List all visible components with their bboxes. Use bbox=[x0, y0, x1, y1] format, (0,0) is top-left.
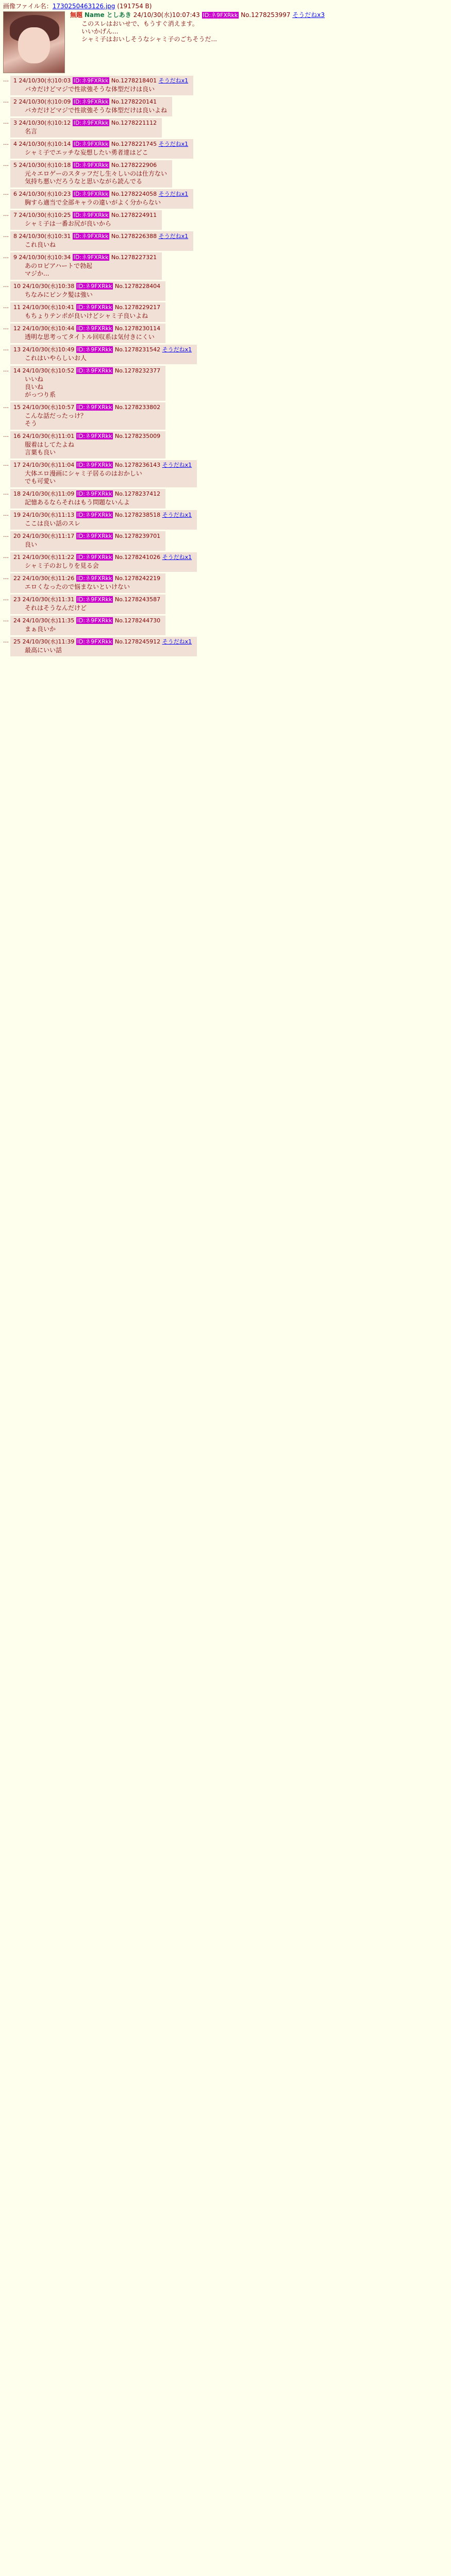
reply-index: 2 bbox=[13, 98, 17, 105]
reply-message bbox=[13, 412, 160, 428]
reply-line: エロくなったので悩まないといけない bbox=[25, 583, 130, 590]
reply-index: 20 bbox=[13, 533, 21, 539]
reply-line: 記憶あるならそれはもう問題ないんよ bbox=[25, 499, 130, 506]
reply-line: バカだけどマジで性欲強そうな体型だけは良い bbox=[25, 86, 155, 93]
reply-post bbox=[10, 302, 165, 322]
op-body bbox=[65, 11, 325, 73]
reply-meta bbox=[13, 98, 167, 106]
reply-id-tag[interactable]: ID:ネ9FXRkk bbox=[77, 617, 112, 624]
reply-line: 最高にいい話 bbox=[25, 647, 62, 654]
reply-line: まぁ良いか bbox=[25, 625, 56, 633]
reply-index: 3 bbox=[13, 120, 17, 126]
reply-index: 22 bbox=[13, 575, 21, 582]
reply-row bbox=[0, 345, 451, 364]
reply-line: ちなみにピンク髪は強い bbox=[25, 291, 93, 298]
reply-indent: … bbox=[3, 118, 9, 125]
reply-number[interactable]: No.1278237412 bbox=[114, 490, 161, 497]
reply-row bbox=[0, 531, 451, 551]
reply-meta bbox=[13, 553, 192, 561]
reply-id-tag[interactable]: ID:ネ9FXRkk bbox=[73, 120, 109, 126]
reply-index: 1 bbox=[13, 77, 17, 84]
reply-meta bbox=[13, 596, 160, 603]
reply-number[interactable]: No.1278232377 bbox=[114, 367, 161, 374]
reply-row bbox=[0, 402, 451, 430]
reply-row bbox=[0, 324, 451, 343]
reply-indent: … bbox=[3, 211, 9, 217]
reply-id-tag[interactable]: ID:ネ9FXRkk bbox=[73, 141, 109, 147]
reply-message bbox=[13, 86, 188, 93]
reply-index: 11 bbox=[13, 304, 21, 311]
reply-post bbox=[10, 573, 165, 593]
reply-date: 24/10/30(水)10:18 bbox=[19, 162, 71, 168]
reply-indent: … bbox=[3, 511, 9, 517]
reply-index: 5 bbox=[13, 162, 17, 168]
op-id-tag[interactable]: ID:ネ9FXRkk bbox=[203, 12, 238, 19]
reply-message bbox=[13, 562, 192, 570]
reply-sod-link[interactable]: そうだねx1 bbox=[158, 191, 189, 197]
reply-message bbox=[13, 376, 160, 399]
op-sod-link[interactable]: そうだねx3 bbox=[292, 11, 325, 19]
reply-indent: … bbox=[3, 616, 9, 623]
reply-number[interactable]: No.1278231542 bbox=[114, 346, 161, 353]
reply-indent: … bbox=[3, 432, 9, 438]
reply-post bbox=[10, 281, 165, 301]
reply-sod-link[interactable]: そうだねx1 bbox=[162, 638, 192, 645]
reply-row bbox=[0, 637, 451, 656]
reply-id-tag[interactable]: ID:ネ9FXRkk bbox=[77, 554, 112, 561]
reply-index: 14 bbox=[13, 367, 21, 374]
reply-line: 名言 bbox=[25, 128, 38, 135]
reply-message bbox=[13, 220, 157, 228]
reply-index: 16 bbox=[13, 433, 21, 439]
reply-number[interactable]: No.1278235009 bbox=[114, 433, 161, 439]
reply-line: 服着はしてたよね bbox=[25, 441, 75, 448]
reply-message bbox=[13, 128, 157, 135]
reply-indent: … bbox=[3, 282, 9, 289]
reply-meta bbox=[13, 617, 160, 624]
reply-id-tag[interactable]: ID:ネ9FXRkk bbox=[77, 512, 112, 518]
reply-date: 24/10/30(水)11:26 bbox=[22, 575, 75, 582]
reply-number[interactable]: No.1278218401 bbox=[111, 77, 157, 84]
reply-row bbox=[0, 460, 451, 487]
reply-sod-link[interactable]: そうだねx1 bbox=[158, 233, 189, 240]
reply-id-tag[interactable]: ID:ネ9FXRkk bbox=[73, 254, 109, 261]
reply-number[interactable]: No.1278238518 bbox=[114, 512, 161, 518]
reply-indent: … bbox=[3, 595, 9, 602]
reply-post bbox=[10, 324, 165, 343]
reply-line: これ良いね bbox=[25, 241, 56, 248]
op-line: シャミ子はおいしそうなシャミ子のごちそうだ... bbox=[81, 36, 217, 43]
reply-indent: … bbox=[3, 161, 9, 167]
reply-indent: … bbox=[3, 489, 9, 496]
reply-number[interactable]: No.1278241026 bbox=[114, 554, 161, 561]
reply-date: 24/10/30(水)10:09 bbox=[19, 98, 71, 105]
reply-row bbox=[0, 302, 451, 322]
reply-date: 24/10/30(水)10:12 bbox=[19, 120, 71, 126]
reply-index: 18 bbox=[13, 490, 21, 497]
reply-indent: … bbox=[3, 76, 9, 83]
reply-index: 15 bbox=[13, 404, 21, 411]
reply-index: 24 bbox=[13, 617, 21, 624]
reply-date: 24/10/30(水)11:31 bbox=[22, 596, 75, 603]
op-message bbox=[70, 20, 325, 43]
reply-date: 24/10/30(水)10:03 bbox=[19, 77, 71, 84]
reply-post bbox=[10, 552, 197, 572]
reply-number[interactable]: No.1278239701 bbox=[114, 533, 161, 539]
reply-line: いいね bbox=[25, 376, 44, 383]
face-shape bbox=[18, 27, 50, 63]
reply-date: 24/10/30(水)10:31 bbox=[19, 233, 71, 240]
reply-indent: … bbox=[3, 345, 9, 352]
reply-id-tag[interactable]: ID:ネ9FXRkk bbox=[77, 283, 112, 290]
reply-list bbox=[0, 76, 451, 656]
reply-post bbox=[10, 366, 165, 401]
reply-date: 24/10/30(水)10:34 bbox=[19, 254, 71, 261]
reply-line: 良い bbox=[25, 541, 38, 548]
reply-indent: … bbox=[3, 532, 9, 538]
reply-post bbox=[10, 531, 165, 551]
reply-index: 21 bbox=[13, 554, 21, 561]
reply-row bbox=[0, 573, 451, 593]
op-line: いいかげん... bbox=[81, 28, 119, 35]
file-size: (191754 B) bbox=[117, 3, 152, 10]
reply-id-tag[interactable]: ID:ネ9FXRkk bbox=[77, 462, 112, 468]
reply-meta bbox=[13, 403, 160, 411]
reply-indent: … bbox=[3, 366, 9, 373]
reply-id-tag[interactable]: ID:ネ9FXRkk bbox=[77, 490, 112, 497]
reply-line: ここは良い話のスレ bbox=[25, 520, 81, 527]
thread-header bbox=[0, 0, 451, 11]
reply-meta bbox=[13, 119, 157, 127]
reply-row bbox=[0, 431, 451, 459]
reply-number[interactable]: No.1278222906 bbox=[111, 162, 157, 168]
reply-index: 17 bbox=[13, 462, 21, 468]
reply-meta bbox=[13, 461, 192, 469]
reply-meta bbox=[13, 511, 192, 519]
reply-date: 24/10/30(水)11:01 bbox=[22, 433, 75, 439]
op-name: Name としあき bbox=[84, 11, 131, 19]
reply-row bbox=[0, 139, 451, 159]
reply-indent: … bbox=[3, 140, 9, 146]
reply-id-tag[interactable]: ID:ネ9FXRkk bbox=[77, 325, 112, 332]
reply-meta bbox=[13, 232, 188, 240]
reply-row bbox=[0, 510, 451, 530]
reply-message bbox=[13, 604, 160, 612]
reply-id-tag[interactable]: ID:ネ9FXRkk bbox=[73, 191, 109, 197]
reply-meta bbox=[13, 325, 160, 332]
reply-row bbox=[0, 189, 451, 209]
op-number[interactable]: No.1278253997 bbox=[241, 11, 291, 19]
reply-message bbox=[13, 441, 160, 456]
reply-index: 8 bbox=[13, 233, 17, 240]
reply-number[interactable]: No.1278236143 bbox=[114, 462, 161, 468]
reply-meta bbox=[13, 282, 160, 290]
reply-post bbox=[10, 160, 172, 188]
reply-indent: … bbox=[3, 324, 9, 331]
reply-sod-link[interactable]: そうだねx1 bbox=[162, 554, 192, 561]
reply-line: 胸すら適当で全部キャラの違いがよく分からない bbox=[25, 199, 161, 206]
file-link[interactable]: 1730250463126.jpg bbox=[52, 3, 115, 10]
reply-post bbox=[10, 489, 165, 509]
reply-id-tag[interactable]: ID:ネ9FXRkk bbox=[73, 162, 109, 168]
reply-line: 気持ち悪いだろうなと思いながら読んでる bbox=[25, 178, 143, 185]
reply-id-tag[interactable]: ID:ネ9FXRkk bbox=[73, 212, 109, 218]
reply-indent: … bbox=[3, 97, 9, 104]
reply-indent: … bbox=[3, 253, 9, 260]
reply-line: 言葉も良い bbox=[25, 449, 56, 456]
reply-meta bbox=[13, 432, 160, 440]
reply-row bbox=[0, 552, 451, 572]
op-post bbox=[0, 11, 451, 73]
reply-line: そう bbox=[25, 420, 38, 427]
reply-line: バカだけどマジで性欲強そうな体型だけは良いよね bbox=[25, 107, 168, 114]
reply-post bbox=[10, 431, 165, 459]
reply-row bbox=[0, 231, 451, 251]
reply-row bbox=[0, 281, 451, 301]
reply-post bbox=[10, 118, 162, 138]
reply-line: もちょりテンポが良いけどシャミ子良いよね bbox=[25, 312, 148, 319]
reply-message bbox=[13, 520, 192, 528]
reply-meta bbox=[13, 77, 188, 84]
reply-id-tag[interactable]: ID:ネ9FXRkk bbox=[77, 575, 112, 582]
reply-sod-link[interactable]: そうだねx1 bbox=[162, 512, 192, 518]
reply-post bbox=[10, 460, 197, 487]
reply-line: シャミ子は一番お尻が良いから bbox=[25, 220, 111, 227]
reply-message bbox=[13, 241, 188, 249]
reply-message bbox=[13, 262, 157, 278]
reply-message bbox=[13, 107, 167, 114]
reply-indent: … bbox=[3, 403, 9, 410]
reply-number[interactable]: No.1278228404 bbox=[114, 283, 161, 290]
reply-id-tag[interactable]: ID:ネ9FXRkk bbox=[77, 346, 112, 353]
reply-id-tag[interactable]: ID:ネ9FXRkk bbox=[77, 304, 112, 311]
reply-id-tag[interactable]: ID:ネ9FXRkk bbox=[77, 533, 112, 539]
reply-number[interactable]: No.1278221112 bbox=[111, 120, 157, 126]
reply-row bbox=[0, 489, 451, 509]
reply-post bbox=[10, 616, 165, 635]
reply-date: 24/10/30(水)10:25 bbox=[19, 212, 71, 218]
op-subject: 無題 bbox=[70, 11, 83, 19]
reply-date: 24/10/30(水)10:38 bbox=[22, 283, 75, 290]
reply-line: 良いね bbox=[25, 383, 44, 391]
reply-post bbox=[10, 402, 165, 430]
reply-number[interactable]: No.1278226388 bbox=[111, 233, 157, 240]
reply-line: あのロピアハートで勃起 bbox=[25, 262, 93, 269]
reply-post bbox=[10, 76, 193, 95]
reply-post bbox=[10, 637, 197, 656]
reply-message bbox=[13, 541, 160, 549]
reply-date: 24/10/30(水)10:41 bbox=[22, 304, 75, 311]
reply-line: でも可愛い bbox=[25, 478, 56, 485]
reply-message bbox=[13, 312, 160, 320]
reply-indent: … bbox=[3, 637, 9, 644]
reply-date: 24/10/30(水)11:04 bbox=[22, 462, 75, 468]
reply-meta bbox=[13, 490, 160, 498]
reply-id-tag[interactable]: ID:ネ9FXRkk bbox=[73, 98, 109, 105]
reply-id-tag[interactable]: ID:ネ9FXRkk bbox=[73, 233, 109, 240]
reply-index: 19 bbox=[13, 512, 21, 518]
reply-sod-link[interactable]: そうだねx1 bbox=[162, 346, 192, 353]
reply-row bbox=[0, 616, 451, 635]
reply-indent: … bbox=[3, 574, 9, 581]
reply-meta bbox=[13, 190, 188, 198]
reply-message bbox=[13, 199, 188, 207]
reply-date: 24/10/30(水)11:22 bbox=[22, 554, 75, 561]
reply-id-tag[interactable]: ID:ネ9FXRkk bbox=[77, 433, 112, 439]
reply-date: 24/10/30(水)10:57 bbox=[22, 404, 75, 411]
reply-row bbox=[0, 252, 451, 280]
reply-index: 9 bbox=[13, 254, 17, 261]
reply-message bbox=[13, 583, 160, 591]
reply-meta bbox=[13, 532, 160, 540]
reply-date: 24/10/30(水)10:23 bbox=[19, 191, 71, 197]
reply-id-tag[interactable]: ID:ネ9FXRkk bbox=[77, 367, 112, 374]
reply-number[interactable]: No.1278224911 bbox=[111, 212, 157, 218]
reply-message bbox=[13, 647, 192, 654]
reply-meta bbox=[13, 140, 188, 148]
reply-row bbox=[0, 160, 451, 188]
reply-date: 24/10/30(水)11:35 bbox=[22, 617, 75, 624]
reply-number[interactable]: No.1278227321 bbox=[111, 254, 157, 261]
reply-row bbox=[0, 595, 451, 614]
reply-meta bbox=[13, 253, 157, 261]
reply-index: 12 bbox=[13, 325, 21, 332]
reply-number[interactable]: No.1278242219 bbox=[114, 575, 161, 582]
reply-message bbox=[13, 625, 160, 633]
reply-post bbox=[10, 231, 193, 251]
reply-meta bbox=[13, 161, 167, 169]
reply-number[interactable]: No.1278233802 bbox=[114, 404, 161, 411]
reply-id-tag[interactable]: ID:ネ9FXRkk bbox=[77, 596, 112, 603]
op-line: このスレはおいせで、もうすぐ消えます。 bbox=[81, 20, 198, 27]
reply-date: 24/10/30(水)11:09 bbox=[22, 490, 75, 497]
reply-line: こんな話だったっけ？ bbox=[25, 412, 87, 419]
reply-date: 24/10/30(水)10:44 bbox=[22, 325, 75, 332]
reply-indent: … bbox=[3, 232, 9, 239]
reply-message bbox=[13, 149, 188, 157]
reply-meta bbox=[13, 574, 160, 582]
reply-index: 23 bbox=[13, 596, 21, 603]
reply-post bbox=[10, 510, 197, 530]
reply-date: 24/10/30(水)11:13 bbox=[22, 512, 75, 518]
op-thumbnail[interactable] bbox=[3, 11, 65, 73]
reply-meta bbox=[13, 303, 160, 311]
reply-line: シャミ子でエッチな妄想したい勇者達はどこ bbox=[25, 149, 148, 156]
reply-post bbox=[10, 345, 197, 364]
reply-line: これはいやらしいお人 bbox=[25, 354, 87, 362]
reply-post bbox=[10, 97, 172, 116]
reply-message bbox=[13, 499, 160, 506]
reply-id-tag[interactable]: ID:ネ9FXRkk bbox=[77, 638, 112, 645]
reply-sod-link[interactable]: そうだねx1 bbox=[162, 462, 192, 468]
reply-sod-link[interactable]: そうだねx1 bbox=[158, 77, 189, 84]
reply-row bbox=[0, 210, 451, 230]
reply-line: マジか... bbox=[25, 270, 49, 277]
reply-number[interactable]: No.1278224058 bbox=[111, 191, 157, 197]
reply-row bbox=[0, 97, 451, 116]
reply-number[interactable]: No.1278243587 bbox=[114, 596, 161, 603]
reply-post bbox=[10, 189, 193, 209]
reply-number[interactable]: No.1278229217 bbox=[114, 304, 161, 311]
reply-line: シャミ子のおしりを見る会 bbox=[25, 562, 99, 569]
reply-line: それはそうなんだけど bbox=[25, 604, 87, 612]
reply-date: 24/10/30(水)11:39 bbox=[22, 638, 75, 645]
reply-number[interactable]: No.1278244730 bbox=[114, 617, 161, 624]
reply-meta bbox=[13, 346, 192, 353]
reply-number[interactable]: No.1278220141 bbox=[111, 98, 157, 105]
reply-row bbox=[0, 366, 451, 401]
op-datetime: 24/10/30(水)10:07:43 bbox=[133, 11, 200, 19]
file-label: 画像ファイル名： bbox=[3, 3, 53, 10]
reply-row bbox=[0, 118, 451, 138]
reply-index: 13 bbox=[13, 346, 21, 353]
reply-post bbox=[10, 595, 165, 614]
reply-date: 24/10/30(水)10:14 bbox=[19, 141, 71, 147]
reply-number[interactable]: No.1278230114 bbox=[114, 325, 161, 332]
reply-index: 7 bbox=[13, 212, 17, 218]
reply-message bbox=[13, 291, 160, 299]
reply-date: 24/10/30(水)10:52 bbox=[22, 367, 75, 374]
reply-id-tag[interactable]: ID:ネ9FXRkk bbox=[77, 404, 112, 411]
reply-post bbox=[10, 210, 162, 230]
reply-row bbox=[0, 76, 451, 95]
reply-line: 透明な思考ってタイトル回収系は気付きにくい bbox=[25, 333, 155, 341]
reply-id-tag[interactable]: ID:ネ9FXRkk bbox=[73, 77, 109, 84]
reply-indent: … bbox=[3, 553, 9, 560]
reply-indent: … bbox=[3, 190, 9, 196]
reply-post bbox=[10, 139, 193, 159]
reply-message bbox=[13, 170, 167, 185]
reply-meta bbox=[13, 211, 157, 219]
reply-message bbox=[13, 333, 160, 341]
reply-index: 4 bbox=[13, 141, 17, 147]
reply-meta bbox=[13, 638, 192, 646]
reply-date: 24/10/30(水)10:49 bbox=[22, 346, 75, 353]
reply-post bbox=[10, 252, 162, 280]
reply-line: がっつり系 bbox=[25, 391, 56, 398]
reply-sod-link[interactable]: そうだねx1 bbox=[158, 141, 189, 147]
reply-index: 25 bbox=[13, 638, 21, 645]
reply-index: 10 bbox=[13, 283, 21, 290]
reply-message bbox=[13, 470, 192, 485]
reply-date: 24/10/30(水)11:17 bbox=[22, 533, 75, 539]
reply-message bbox=[13, 354, 192, 362]
reply-line: 元々エロゲーのスタッフだし生々しいのは仕方ない bbox=[25, 170, 168, 177]
reply-indent: … bbox=[3, 303, 9, 310]
reply-indent: … bbox=[3, 461, 9, 467]
reply-number[interactable]: No.1278221745 bbox=[111, 141, 157, 147]
reply-index: 6 bbox=[13, 191, 17, 197]
reply-number[interactable]: No.1278245912 bbox=[114, 638, 161, 645]
reply-meta bbox=[13, 367, 160, 375]
reply-line: 大体エロ漫画にシャミ子居るのはおかしい bbox=[25, 470, 142, 477]
